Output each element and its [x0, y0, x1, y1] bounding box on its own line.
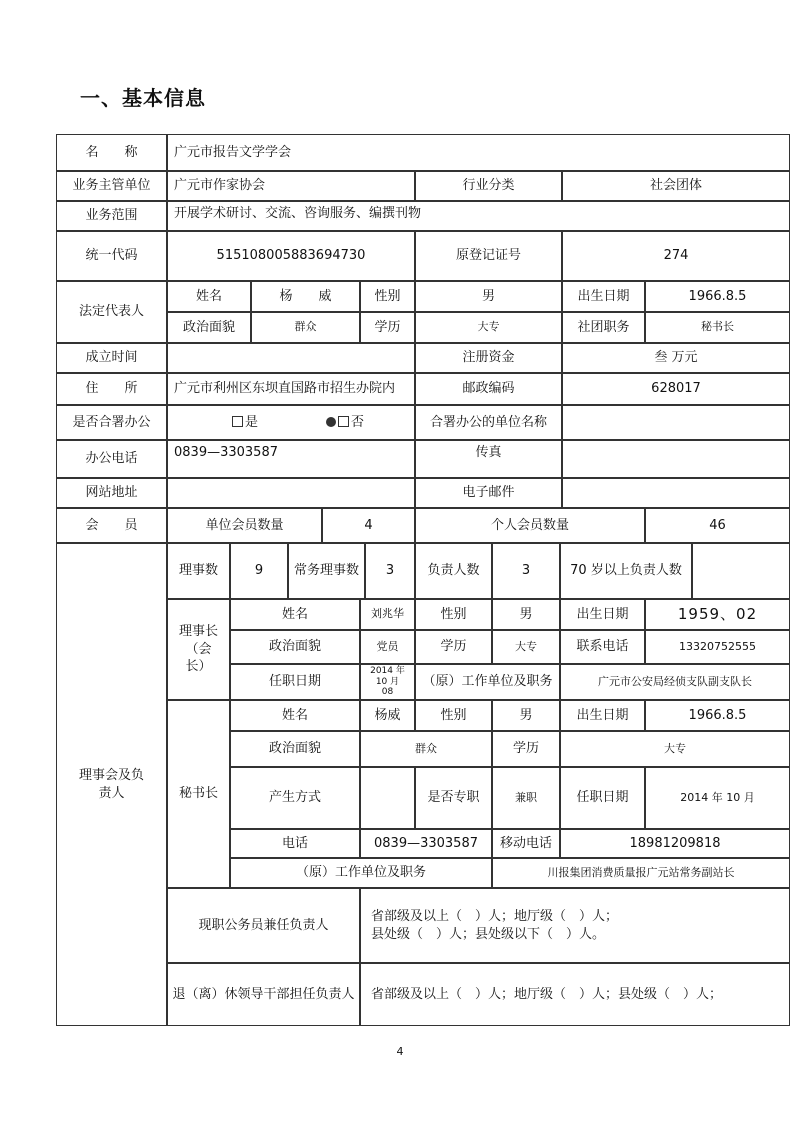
value-chair-birth: 1959、02 — [645, 599, 790, 630]
label-chair-name: 姓名 — [230, 599, 360, 630]
page-title: 一、基本信息 — [80, 86, 206, 110]
value-unit-members: 4 — [322, 508, 415, 543]
label-retired: 退（离）休领导干部担任负责人 — [167, 963, 360, 1026]
checkbox-empty-icon — [232, 416, 243, 427]
value-sec-edu: 大专 — [560, 731, 790, 767]
value-scope: 开展学术研讨、交流、咨询服务、编撰刊物 — [167, 201, 790, 231]
value-sec-prev: 川报集团消费质量报广元站常务副站长 — [492, 858, 790, 888]
label-chair-term: 任职日期 — [230, 664, 360, 700]
value-fax — [562, 440, 790, 478]
label-civil-servant: 现职公务员兼任负责人 — [167, 888, 360, 963]
label-phone: 办公电话 — [56, 440, 167, 478]
label-sec-birth: 出生日期 — [560, 700, 645, 731]
label-founded: 成立时间 — [56, 343, 167, 373]
value-sec-birth: 1966.8.5 — [645, 700, 790, 731]
label-authority: 业务主管单位 — [56, 171, 167, 201]
value-website — [167, 478, 415, 508]
value-orig-cert: 274 — [562, 231, 790, 281]
value-rep-politics: 群众 — [251, 312, 360, 343]
value-chair-prev: 广元市公安局经侦支队副支队长 — [560, 664, 790, 700]
label-fax: 传真 — [415, 440, 562, 478]
label-unit-members: 单位会员数量 — [167, 508, 322, 543]
value-authority: 广元市作家协会 — [167, 171, 415, 201]
value-directors: 9 — [230, 543, 288, 599]
label-sec-prev: （原）工作单位及职务 — [230, 858, 492, 888]
label-sec-mobile: 移动电话 — [492, 829, 560, 858]
label-legal-rep: 法定代表人 — [56, 281, 167, 343]
label-sec-fulltime: 是否专职 — [415, 767, 492, 829]
label-rep-gender: 性别 — [360, 281, 415, 312]
retired-line1: 省部级及以上（ ）人；地厅级（ ）人；县处级（ ）人； — [371, 986, 723, 1002]
shared-yes-label: 是 — [245, 414, 259, 430]
value-address: 广元市利州区东坝直国路市招生办院内 — [167, 373, 415, 405]
label-chair: 理事长（会长） — [167, 599, 230, 700]
value-civil-servant — [360, 888, 790, 963]
label-chair-birth: 出生日期 — [560, 599, 645, 630]
label-rep-name: 姓名 — [167, 281, 251, 312]
label-standing: 常务理事数 — [288, 543, 365, 599]
value-heads: 3 — [492, 543, 560, 599]
value-rep-position: 秘书长 — [645, 312, 790, 343]
shared-no-option[interactable] — [326, 414, 364, 432]
value-email — [562, 478, 790, 508]
value-founded — [167, 343, 415, 373]
civil-servant-line1: 省部级及以上（ ）人；地厅级（ ）人； — [371, 908, 619, 924]
label-heads: 负责人数 — [415, 543, 492, 599]
label-rep-birth: 出生日期 — [562, 281, 645, 312]
label-website: 网站地址 — [56, 478, 167, 508]
label-sec-edu: 学历 — [492, 731, 560, 767]
label-directors: 理事数 — [167, 543, 230, 599]
label-scope: 业务范围 — [56, 201, 167, 231]
value-sec-name: 杨威 — [360, 700, 415, 731]
value-name: 广元市报告文学学会 — [167, 134, 790, 171]
shared-no-label: 否 — [351, 414, 365, 430]
label-industry: 行业分类 — [415, 171, 562, 201]
label-sec-phone: 电话 — [230, 829, 360, 858]
label-rep-politics: 政治面貌 — [167, 312, 251, 343]
label-name: 名 称 — [56, 134, 167, 171]
value-chair-contact: 13320752555 — [645, 630, 790, 664]
value-industry: 社会团体 — [562, 171, 790, 201]
label-chair-politics: 政治面貌 — [230, 630, 360, 664]
label-orig-cert: 原登记证号 — [415, 231, 562, 281]
label-sec-gender: 性别 — [415, 700, 492, 731]
label-chair-gender: 性别 — [415, 599, 492, 630]
label-sec-method: 产生方式 — [230, 767, 360, 829]
label-sec-politics: 政治面貌 — [230, 731, 360, 767]
label-chair-contact: 联系电话 — [560, 630, 645, 664]
label-zip: 邮政编码 — [415, 373, 562, 405]
label-chair-prev: （原）工作单位及职务 — [415, 664, 560, 700]
value-rep-edu: 大专 — [415, 312, 562, 343]
value-capital: 叁 万元 — [562, 343, 790, 373]
value-chair-gender: 男 — [492, 599, 560, 630]
label-chair-edu: 学历 — [415, 630, 492, 664]
label-sec-term: 任职日期 — [560, 767, 645, 829]
value-sec-phone: 0839—3303587 — [360, 829, 492, 858]
value-retired — [360, 963, 790, 1026]
shared-office-options — [167, 405, 415, 440]
value-sec-politics: 群众 — [360, 731, 492, 767]
value-personal-members: 46 — [645, 508, 790, 543]
label-email: 电子邮件 — [415, 478, 562, 508]
page-number: 4 — [396, 1045, 404, 1058]
value-standing: 3 — [365, 543, 415, 599]
value-chair-edu: 大专 — [492, 630, 560, 664]
value-sec-mobile: 18981209818 — [560, 829, 790, 858]
value-rep-birth: 1966.8.5 — [645, 281, 790, 312]
checkbox-empty-icon — [338, 416, 349, 427]
civil-servant-line2: 县处级（ ）人；县处级以下（ ）人。 — [371, 926, 606, 942]
value-chair-term: 2014 年 10 月 08 — [360, 664, 415, 700]
label-members: 会 员 — [56, 508, 167, 543]
value-phone: 0839—3303587 — [167, 440, 415, 478]
label-secretary: 秘书长 — [167, 700, 230, 888]
value-sec-gender: 男 — [492, 700, 560, 731]
value-shared-unit — [562, 405, 790, 440]
label-sec-name: 姓名 — [230, 700, 360, 731]
label-shared-office: 是否合署办公 — [56, 405, 167, 440]
label-address: 住 所 — [56, 373, 167, 405]
label-capital: 注册资金 — [415, 343, 562, 373]
value-sec-fulltime: 兼职 — [492, 767, 560, 829]
value-sec-term: 2014 年 10 月 — [645, 767, 790, 829]
value-zip: 628017 — [562, 373, 790, 405]
value-code: 515108005883694730 — [167, 231, 415, 281]
label-rep-edu: 学历 — [360, 312, 415, 343]
value-sec-method — [360, 767, 415, 829]
value-chair-politics: 党员 — [360, 630, 415, 664]
value-rep-name: 杨 威 — [251, 281, 360, 312]
label-council: 理事会及负责人 — [56, 543, 167, 1026]
value-chair-name: 刘兆华 — [360, 599, 415, 630]
value-rep-gender: 男 — [415, 281, 562, 312]
label-rep-position: 社团职务 — [562, 312, 645, 343]
value-over70 — [692, 543, 790, 599]
label-shared-unit: 合署办公的单位名称 — [415, 405, 562, 440]
filled-dot-icon — [326, 417, 336, 427]
shared-yes-option[interactable] — [232, 414, 258, 432]
label-code: 统一代码 — [56, 231, 167, 281]
label-over70: 70 岁以上负责人数 — [560, 543, 692, 599]
label-personal-members: 个人会员数量 — [415, 508, 645, 543]
